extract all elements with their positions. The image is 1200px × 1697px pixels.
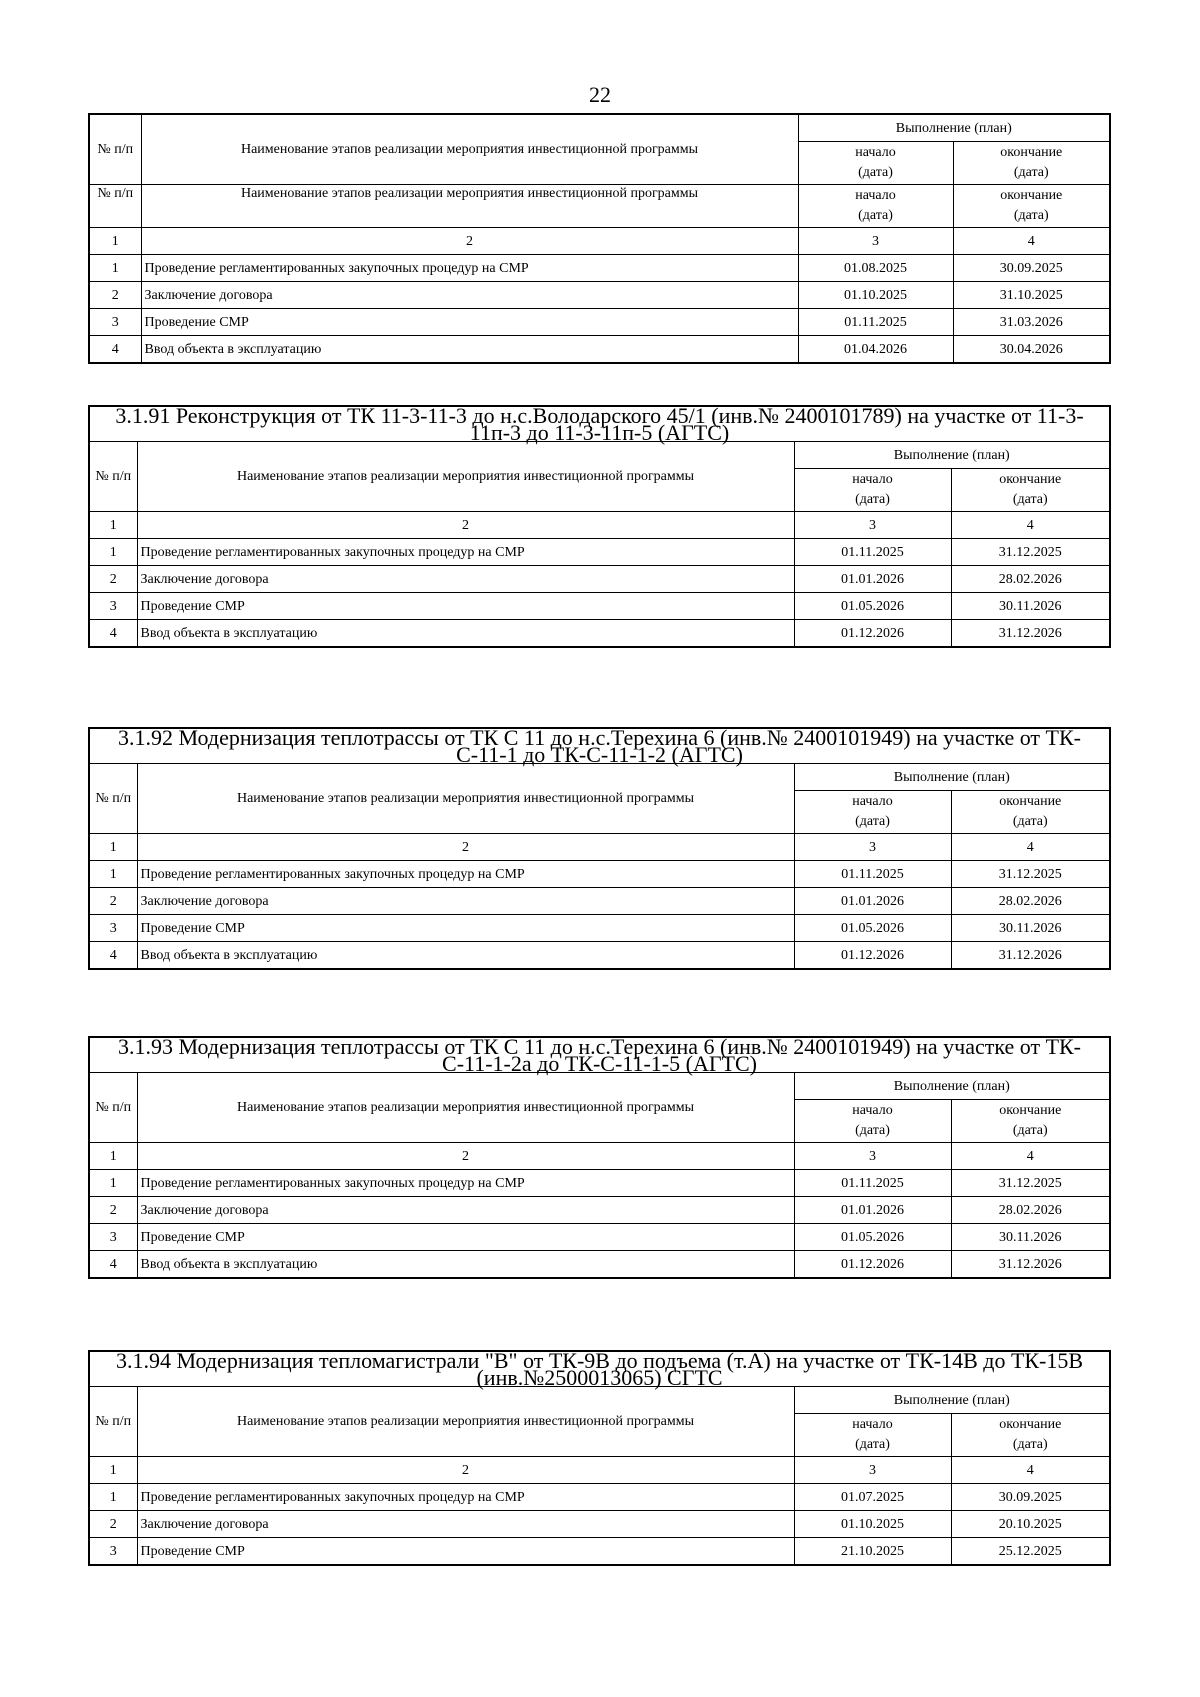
col-index-2: 2: [137, 834, 794, 861]
col-name-header: Наименование этапов реализации мероприятия инвестиционной программы: [137, 442, 794, 512]
end-header: окончание (дата): [953, 142, 1110, 185]
end-date: 31.12.2026: [951, 620, 1110, 648]
start-date: 01.07.2025: [794, 1484, 951, 1511]
stage-name: Заключение договора: [141, 282, 798, 309]
end-date: 30.09.2025: [953, 255, 1110, 282]
table-row: [89, 888, 1110, 915]
stage-name: Проведение регламентированных закупочных процедур на СМР: [137, 539, 794, 566]
start-date: 01.05.2026: [794, 593, 951, 620]
table-row: [89, 282, 1110, 309]
stage-name: Заключение договора: [137, 1197, 794, 1224]
start-header: начало (дата): [794, 469, 951, 512]
section-title: 3.1.94 Модернизация тепломагистрали "В" от ТК-9В до подъема (т.А) на участке от ТК-14В до ТК-15В (инв.№2500013065) СГТС: [89, 1351, 1110, 1387]
table-row: [89, 1224, 1110, 1251]
table-row: [89, 1484, 1110, 1511]
stage-name: Ввод объекта в эксплуатацию: [137, 942, 794, 970]
stage-table: [88, 113, 1111, 364]
stage-name: Проведение регламентированных закупочных процедур на СМР: [137, 1484, 794, 1511]
col-index-2: 2: [141, 228, 798, 255]
stage-name: Ввод объекта в эксплуатацию: [137, 620, 794, 648]
row-number: 4: [89, 620, 137, 648]
stage-table: [88, 727, 1111, 970]
end-header-repeat: окончание (дата): [953, 185, 1110, 228]
row-number: 2: [89, 888, 137, 915]
col-index-1: 1: [89, 1457, 137, 1484]
start-header: начало (дата): [798, 142, 953, 185]
stage-name: Ввод объекта в эксплуатацию: [141, 336, 798, 364]
execution-header: Выполнение (план): [794, 1387, 1110, 1414]
end-header: окончание (дата): [951, 791, 1110, 834]
stage-name: Заключение договора: [137, 1511, 794, 1538]
row-number: 2: [89, 566, 137, 593]
start-date: 01.10.2025: [798, 282, 953, 309]
table-row: [89, 539, 1110, 566]
execution-header: Выполнение (план): [794, 764, 1110, 791]
stage-name: Проведение СМР: [137, 1538, 794, 1566]
col-index-2: 2: [137, 512, 794, 539]
col-index-2: 2: [137, 1457, 794, 1484]
col-num-header-repeat: № п/п: [89, 185, 141, 228]
end-date: 31.03.2026: [953, 309, 1110, 336]
col-index-3: 3: [794, 1143, 951, 1170]
start-date: 01.01.2026: [794, 888, 951, 915]
col-index-3: 3: [794, 1457, 951, 1484]
section-title: 3.1.93 Модернизация теплотрассы от ТК С 11 до н.с.Терехина 6 (инв.№ 2400101949) на участке от ТК-С-11-1-2а до ТК-С-11-1-5 (АГТС): [89, 1037, 1110, 1073]
start-date: 01.12.2026: [794, 942, 951, 970]
execution-header: Выполнение (план): [794, 442, 1110, 469]
table-row: [89, 1511, 1110, 1538]
table-row: [89, 1197, 1110, 1224]
start-date: 01.11.2025: [794, 861, 951, 888]
end-header: окончание (дата): [951, 1100, 1110, 1143]
start-date: 21.10.2025: [794, 1538, 951, 1566]
row-number: 4: [89, 336, 141, 364]
row-number: 1: [89, 539, 137, 566]
end-header: окончание (дата): [951, 1414, 1110, 1457]
col-index-4: 4: [951, 1143, 1110, 1170]
table-row: [89, 1251, 1110, 1279]
row-number: 1: [89, 861, 137, 888]
start-date: 01.12.2026: [794, 1251, 951, 1279]
row-number: 2: [89, 1197, 137, 1224]
stage-name: Проведение регламентированных закупочных процедур на СМР: [137, 861, 794, 888]
row-number: 3: [89, 593, 137, 620]
row-number: 2: [89, 1511, 137, 1538]
table-row: [89, 593, 1110, 620]
row-number: 4: [89, 1251, 137, 1279]
row-number: 1: [89, 255, 141, 282]
col-num-header: № п/п: [89, 114, 141, 185]
col-index-3: 3: [798, 228, 953, 255]
stage-name: Проведение СМР: [141, 309, 798, 336]
stage-name: Проведение регламентированных закупочных процедур на СМР: [141, 255, 798, 282]
col-index-1: 1: [89, 834, 137, 861]
start-date: 01.01.2026: [794, 1197, 951, 1224]
section-3-1-93: [88, 1036, 1109, 1279]
end-header: окончание (дата): [951, 469, 1110, 512]
page-number: 22: [589, 82, 611, 107]
end-date: 31.12.2025: [951, 1170, 1110, 1197]
section-3-1-94: [88, 1350, 1109, 1566]
col-index-1: 1: [89, 512, 137, 539]
col-num-header: № п/п: [89, 1387, 137, 1457]
end-date: 31.12.2025: [951, 539, 1110, 566]
section-3-1-91: [88, 405, 1109, 648]
start-date: 01.04.2026: [798, 336, 953, 364]
col-name-header-repeat: Наименование этапов реализации мероприятия инвестиционной программы: [141, 185, 798, 228]
start-date: 01.12.2026: [794, 620, 951, 648]
start-header-repeat: начало (дата): [798, 185, 953, 228]
col-index-4: 4: [953, 228, 1110, 255]
row-number: 3: [89, 1538, 137, 1566]
table-row: [89, 566, 1110, 593]
col-name-header: Наименование этапов реализации мероприятия инвестиционной программы: [137, 1073, 794, 1143]
end-date: 30.11.2026: [951, 915, 1110, 942]
start-date: 01.05.2026: [794, 1224, 951, 1251]
col-num-header: № п/п: [89, 1073, 137, 1143]
row-number: 2: [89, 282, 141, 309]
end-date: 25.12.2025: [951, 1538, 1110, 1566]
execution-header: Выполнение (план): [798, 114, 1110, 142]
end-date: 31.12.2025: [951, 861, 1110, 888]
col-index-1: 1: [89, 1143, 137, 1170]
table-row: [89, 255, 1110, 282]
table-row: [89, 336, 1110, 364]
col-index-4: 4: [951, 512, 1110, 539]
start-header: начало (дата): [794, 1414, 951, 1457]
col-index-4: 4: [951, 834, 1110, 861]
stage-name: Проведение СМР: [137, 915, 794, 942]
col-index-2: 2: [137, 1143, 794, 1170]
stage-name: Заключение договора: [137, 888, 794, 915]
stage-name: Проведение регламентированных закупочных процедур на СМР: [137, 1170, 794, 1197]
end-date: 28.02.2026: [951, 1197, 1110, 1224]
start-date: 01.10.2025: [794, 1511, 951, 1538]
end-date: 28.02.2026: [951, 888, 1110, 915]
end-date: 31.10.2025: [953, 282, 1110, 309]
start-date: 01.08.2025: [798, 255, 953, 282]
col-index-3: 3: [794, 512, 951, 539]
section-title: 3.1.92 Модернизация теплотрассы от ТК С 11 до н.с.Терехина 6 (инв.№ 2400101949) на участке от ТК-С-11-1 до ТК-С-11-1-2 (АГТС): [89, 728, 1110, 764]
section-title: 3.1.91 Реконструкция от ТК 11-3-11-3 до н.с.Володарского 45/1 (инв.№ 2400101789) на участке от 11-3-11п-3 до 11-3-11п-5 (АГТС): [89, 406, 1110, 442]
col-name-header: Наименование этапов реализации мероприятия инвестиционной программы: [137, 1387, 794, 1457]
row-number: 1: [89, 1170, 137, 1197]
table-row: [89, 861, 1110, 888]
col-num-header: № п/п: [89, 764, 137, 834]
col-index-4: 4: [951, 1457, 1110, 1484]
table-row: [89, 1170, 1110, 1197]
table-row: [89, 620, 1110, 648]
col-index-1: 1: [89, 228, 141, 255]
start-date: 01.01.2026: [794, 566, 951, 593]
stage-name: Ввод объекта в эксплуатацию: [137, 1251, 794, 1279]
end-date: 20.10.2025: [951, 1511, 1110, 1538]
row-number: 1: [89, 1484, 137, 1511]
end-date: 30.09.2025: [951, 1484, 1110, 1511]
stage-table: [88, 1350, 1111, 1566]
start-date: 01.11.2025: [794, 1170, 951, 1197]
start-date: 01.11.2025: [794, 539, 951, 566]
row-number: 3: [89, 309, 141, 336]
row-number: 4: [89, 942, 137, 970]
start-date: 01.05.2026: [794, 915, 951, 942]
col-index-3: 3: [794, 834, 951, 861]
row-number: 3: [89, 1224, 137, 1251]
stage-table: [88, 1036, 1111, 1279]
start-header: начало (дата): [794, 791, 951, 834]
end-date: 28.02.2026: [951, 566, 1110, 593]
section-3-1-92: [88, 727, 1109, 970]
start-date: 01.11.2025: [798, 309, 953, 336]
execution-header: Выполнение (план): [794, 1073, 1110, 1100]
stage-name: Проведение СМР: [137, 593, 794, 620]
end-date: 31.12.2026: [951, 942, 1110, 970]
start-header: начало (дата): [794, 1100, 951, 1143]
col-name-header: Наименование этапов реализации мероприятия инвестиционной программы: [141, 114, 798, 185]
end-date: 30.11.2026: [951, 593, 1110, 620]
col-num-header: № п/п: [89, 442, 137, 512]
table-row: [89, 942, 1110, 970]
end-date: 30.04.2026: [953, 336, 1110, 364]
stage-table: [88, 405, 1111, 648]
table-row: [89, 309, 1110, 336]
row-number: 3: [89, 915, 137, 942]
end-date: 30.11.2026: [951, 1224, 1110, 1251]
end-date: 31.12.2026: [951, 1251, 1110, 1279]
table-row: [89, 915, 1110, 942]
col-name-header: Наименование этапов реализации мероприятия инвестиционной программы: [137, 764, 794, 834]
stage-table-continued: [88, 113, 1109, 364]
stage-name: Проведение СМР: [137, 1224, 794, 1251]
stage-name: Заключение договора: [137, 566, 794, 593]
table-row: [89, 1538, 1110, 1566]
